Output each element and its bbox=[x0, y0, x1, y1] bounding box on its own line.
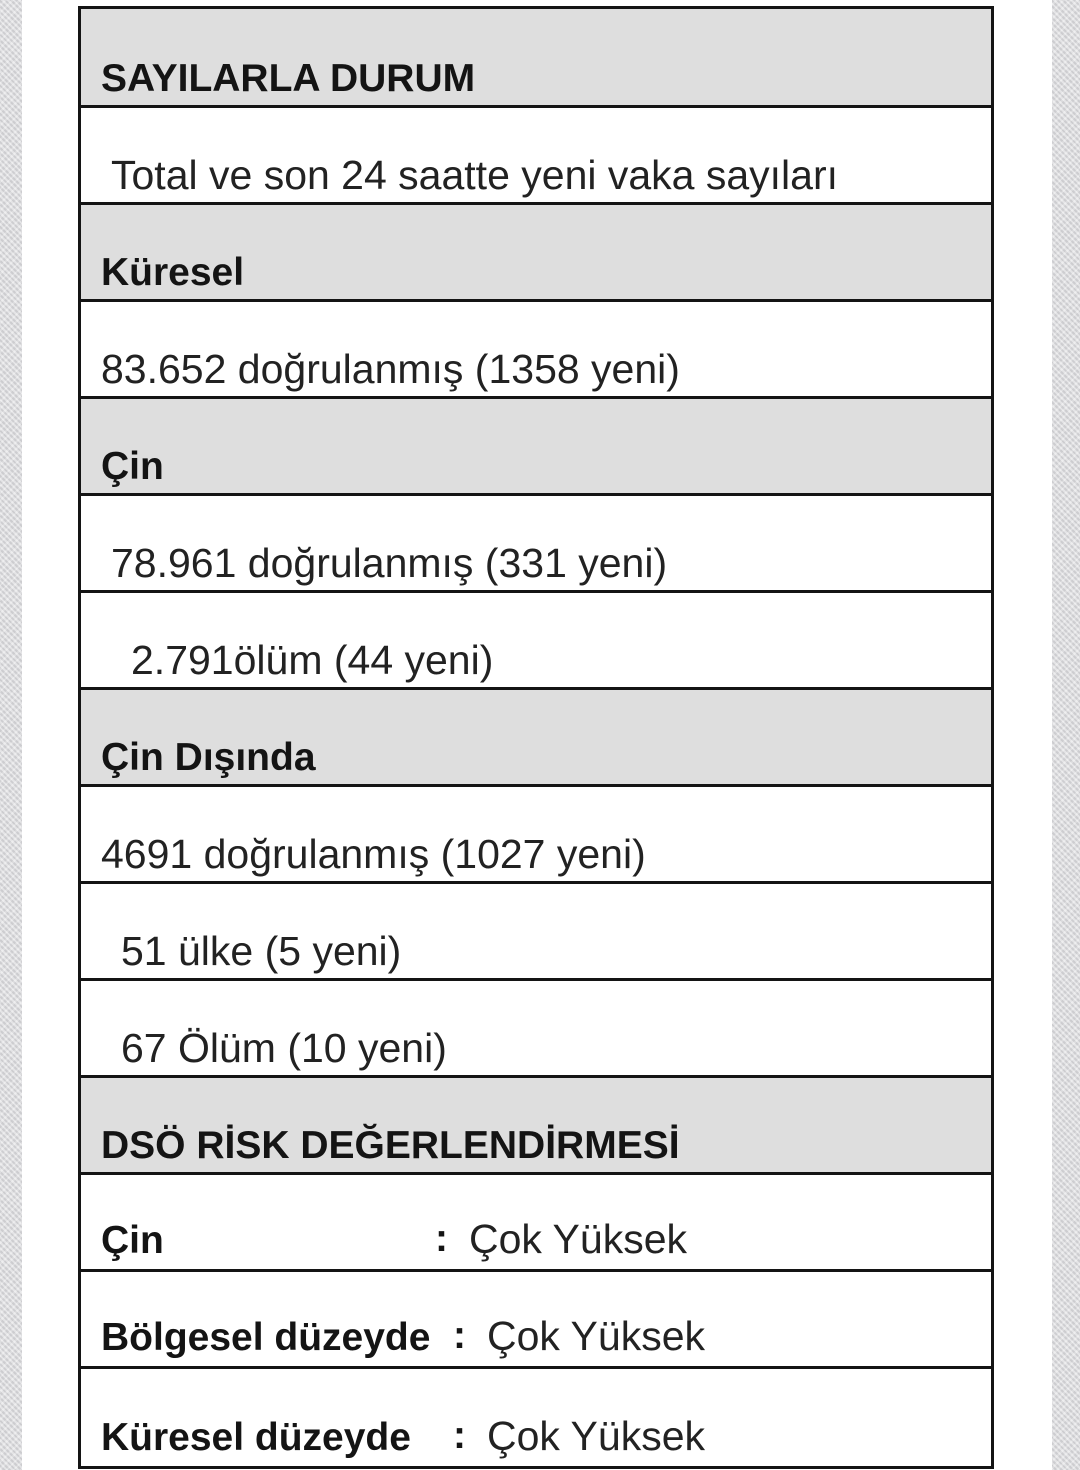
outside-china-confirmed-row bbox=[81, 787, 991, 884]
risk-value: Çok Yüksek bbox=[487, 1313, 706, 1359]
china-deaths-row bbox=[81, 593, 991, 690]
risk-label: Bölgesel düzeyde bbox=[101, 1316, 431, 1359]
outside-china-countries: 51 ülke (5 yeni) bbox=[121, 928, 402, 974]
global-confirmed: 83.652 doğrulanmış (1358 yeni) bbox=[101, 346, 680, 392]
china-confirmed-row bbox=[81, 496, 991, 593]
statistics-table bbox=[78, 6, 994, 1469]
outside-china-confirmed: 4691 doğrulanmış (1027 yeni) bbox=[101, 831, 646, 877]
risk-colon: : bbox=[435, 1217, 448, 1260]
risk-heading-row bbox=[81, 1078, 991, 1175]
china-heading-row bbox=[81, 399, 991, 496]
outside-china-countries-row bbox=[81, 884, 991, 981]
risk-heading: DSÖ RİSK DEĞERLENDİRMESİ bbox=[101, 1124, 680, 1167]
outside-china-deaths: 67 Ölüm (10 yeni) bbox=[121, 1025, 447, 1071]
global-heading: Küresel bbox=[101, 251, 245, 294]
table-subtitle: Total ve son 24 saatte yeni vaka sayıları bbox=[111, 152, 839, 198]
table-title-row bbox=[81, 9, 991, 108]
risk-row-global bbox=[81, 1369, 991, 1469]
risk-colon: : bbox=[453, 1414, 466, 1457]
china-confirmed: 78.961 doğrulanmış (331 yeni) bbox=[111, 540, 668, 586]
risk-colon: : bbox=[453, 1314, 466, 1357]
table-title: SAYILARLA DURUM bbox=[101, 57, 476, 100]
left-page-border bbox=[0, 0, 22, 1470]
risk-row-regional bbox=[81, 1272, 991, 1369]
outside-china-deaths-row bbox=[81, 981, 991, 1078]
outside-china-heading-row bbox=[81, 690, 991, 787]
global-heading-row bbox=[81, 205, 991, 302]
right-page-border bbox=[1052, 0, 1080, 1470]
risk-label: Çin bbox=[101, 1219, 164, 1262]
outside-china-heading: Çin Dışında bbox=[101, 736, 316, 779]
risk-value: Çok Yüksek bbox=[469, 1216, 688, 1262]
global-confirmed-row bbox=[81, 302, 991, 399]
china-heading: Çin bbox=[101, 445, 164, 488]
subtitle-row bbox=[81, 108, 991, 205]
china-deaths: 2.791ölüm (44 yeni) bbox=[131, 637, 494, 683]
risk-label: Küresel düzeyde bbox=[101, 1416, 411, 1459]
risk-row-china bbox=[81, 1175, 991, 1272]
risk-value: Çok Yüksek bbox=[487, 1413, 706, 1459]
